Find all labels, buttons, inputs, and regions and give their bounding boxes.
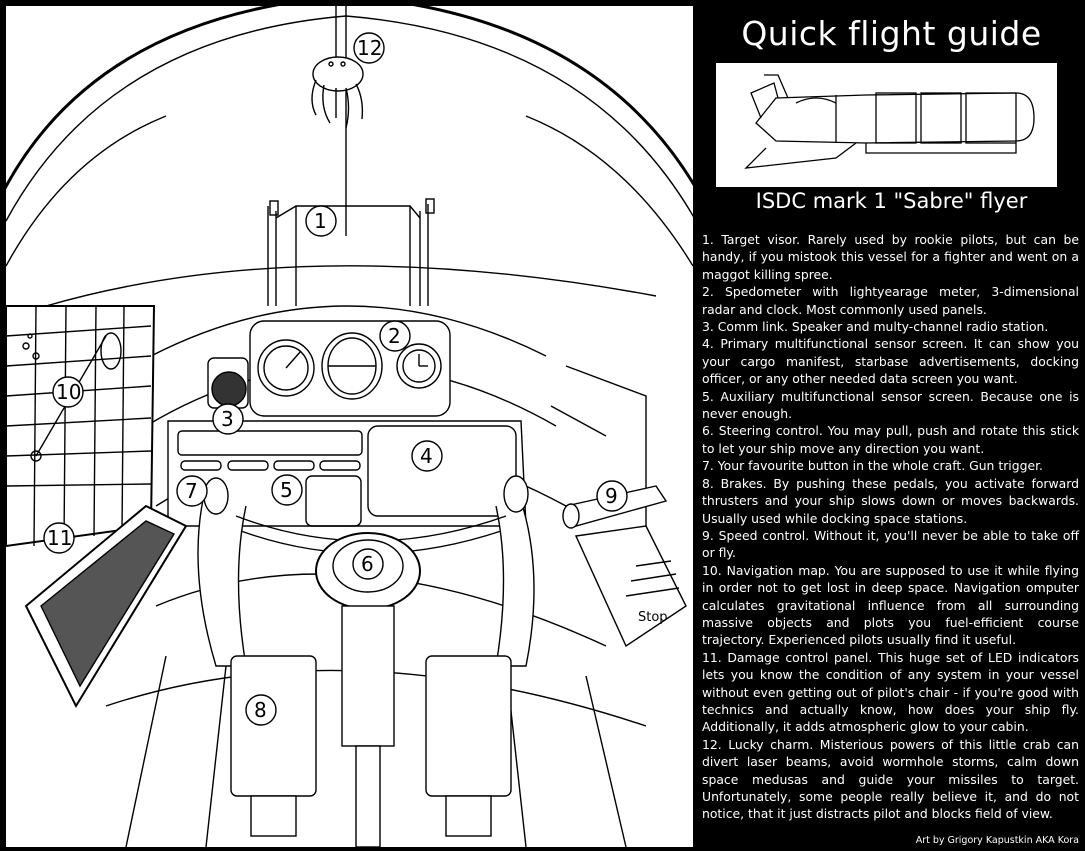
guide-item: 4. Primary multifunctional sensor screen. It can show you your cargo manifest, starbase advertisements, docking officer, or any other needed data screen you want. [702, 336, 1079, 387]
callout-7: 7 [185, 479, 198, 503]
guide-item: 7. Your favourite button in the whole craft. Gun trigger. [702, 458, 1043, 474]
target-visor [268, 199, 434, 306]
guide-item: 11. Damage control panel. This huge set of LED indicators lets you know the condition of any system in your vessel without even getting out of pilot's chair - if you're good with technics and actually know, how does your ship fly. Additionally, it adds atmospheric glow to your cabin. [702, 649, 1079, 735]
callout-3: 3 [221, 407, 234, 431]
canopy-dome [6, 6, 693, 306]
lucky-charm-crab [312, 6, 363, 128]
cockpit-illustration [6, 6, 693, 847]
flight-guide-panel [700, 0, 1085, 851]
callout-2: 2 [388, 324, 401, 348]
ship-caption: ISDC mark 1 "Sabre" flyer [755, 189, 1028, 213]
instrument-pod [250, 321, 450, 416]
guide-item: 1. Target visor. Rarely used by rookie pilots, but can be handy, if you mistook this vessel for a fighter and went on a maggot killing spree. [702, 232, 1079, 282]
callout-10: 10 [56, 380, 82, 404]
callout-1: 1 [314, 209, 327, 233]
callout-12: 12 [357, 36, 383, 60]
guide-item-list [702, 231, 1079, 823]
guide-item: 10. Navigation map. You are supposed to use it while flying in order not to get lost in deep space. Navigation omputer calculates gravitational influence from all surrounding massive objects and plots you fuel-efficient course trajectory. Experienced pilots usually find it useful. [702, 562, 1079, 648]
callout-9: 9 [605, 484, 618, 508]
guide-item: 9. Speed control. Without it, you'll never be able to take off or fly. [702, 527, 1079, 561]
navigation-map [6, 306, 154, 546]
callout-8: 8 [254, 698, 267, 722]
ship-illustration [716, 63, 1057, 187]
guide-item: 12. Lucky charm. Misterious powers of this little crab can divert laser beams, avoid wormhole storms, calm down space medusas and guide your missiles to target. Unfortunately, some people really believe it, and do not notice, that it just distracts pilot and blocks field of view. [702, 736, 1079, 822]
guide-item: 2. Spedometer with lightyearage meter, 3-dimensional radar and clock. Most commonly used panels. [702, 284, 1079, 317]
callout-6: 6 [361, 552, 374, 576]
artist-credit: Art by Grigory Kapustkin AKA Kora [915, 835, 1079, 846]
callout-11: 11 [47, 526, 73, 550]
guide-title: Quick flight guide [741, 14, 1042, 53]
callout-5: 5 [280, 478, 293, 502]
callout-4: 4 [420, 444, 433, 468]
comm-speaker [208, 358, 248, 408]
guide-item: 5. Auxiliary multifunctional sensor screen. Because one is never enough. [702, 388, 1079, 422]
stop-label: Stop [638, 610, 668, 625]
guide-item: 6. Steering control. You may pull, push and rotate this stick to let your ship move any direction you want. [702, 423, 1079, 456]
guide-item: 8. Brakes. By pushing these pedals, you activate forward thrusters and your ship slows down or moves backwards. Usually used while docking space stations. [702, 475, 1079, 526]
guide-item: 3. Comm link. Speaker and multy-channel radio station. [702, 319, 1049, 335]
